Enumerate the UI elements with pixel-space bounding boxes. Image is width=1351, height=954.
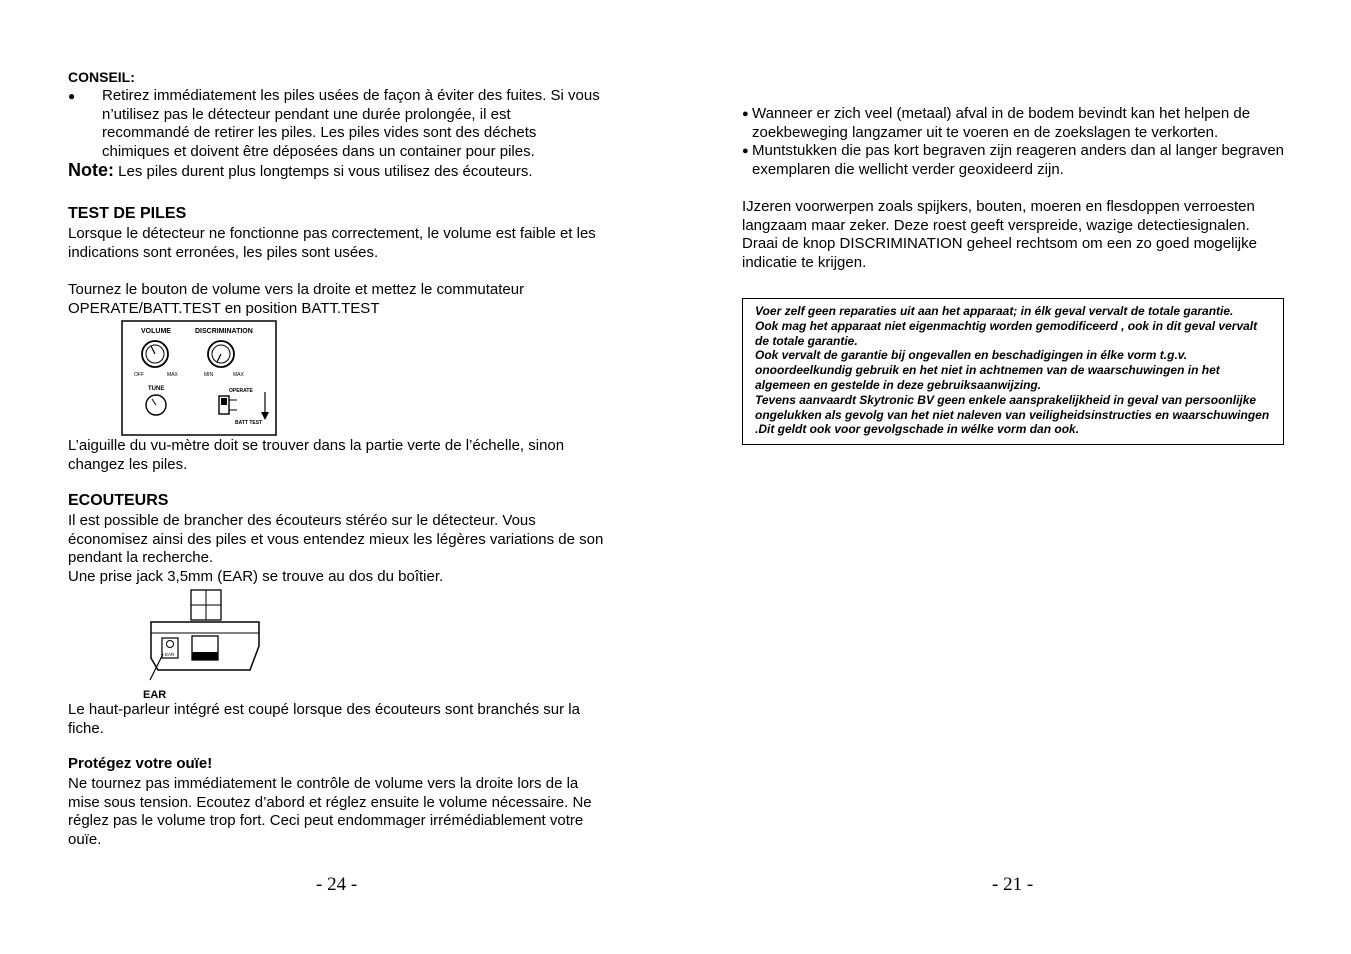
warning-line-1: Voer zelf geen reparaties uit aan het apparaat; in élk geval vervalt de totale garantie. [755,304,1234,318]
bullet-icon: ● [742,145,749,157]
jack-label: EAR [165,652,175,657]
page-number-right: - 21 - [992,874,1034,895]
min-label: MIN [204,372,214,378]
test-piles-para3: L’aiguille du vu-mètre doit se trouver dans la partie verte de l’échelle, sinon changez les piles. [68,437,565,473]
discrimination-knob-icon [208,341,234,367]
test-piles-para1: Lorsque le détecteur ne fonctionne pas correctement, le volume est faible et les indications sont erronées, les piles sont usées. [68,225,596,261]
note [68,161,608,182]
arrow-down-icon [261,392,269,420]
ear-jack-figure [140,588,268,702]
off-label: OFF [134,372,144,378]
bullet-icon: ● [68,89,76,103]
list-item [742,105,1287,142]
ecouteurs-para2: Une prise jack 3,5mm (EAR) se trouve au dos du boîtier. [68,568,444,585]
conseil-bullet-text: Retirez immédiatement les piles usées de façon à éviter des fuites. Si vous n’utilisez pas le détecteur pendant une durée prolongée, il est recommandé de retirer les piles. Les piles vides sont des déchets chimiques et doivent être déposées dans un container pour piles. [102,87,600,160]
operate-label: OPERATE [229,388,253,394]
nl-bullet-text-1: Wanneer er zich veel (metaal) afval in de bodem bevindt kan het helpen de zoekbeweging langzamer uit te voeren en de zoekslagen te verkorten. [752,105,1251,141]
warning-line-4: Tevens aanvaardt Skytronic BV geen enkele aansprakelijkheid in geval van persoonlijke ongelukken als gevolg van het niet naleven van veiligheidsinstructies en waarschuwingen .Dit geldt ook voor gevolgschade in wélke vorm dan ook. [755,392,1270,437]
warning-line-2: Ook mag het apparaat niet eigenmachtig worden gemodificeerd , ook in dit geval vervalt de totale garantie. [755,318,1258,348]
ear-caption: EAR [143,689,167,701]
tune-knob-icon [146,395,166,415]
protegez-heading: Protégez votre ouïe! [68,755,213,772]
ecouteurs-para3: Le haut-parleur intégré est coupé lorsque des écouteurs sont branchés sur la fiche. [68,701,580,737]
tune-label: TUNE [148,386,165,392]
ecouteurs-heading: ECOUTEURS [68,492,169,509]
warranty-warning-box [742,298,1284,445]
volume-label: VOLUME [141,328,171,335]
warning-line-3: Ook vervalt de garantie bij ongevallen en beschadigingen in élke vorm t.g.v. onoordeelkundig gebruik en het niet in achtnemen van de waarschuwingen in het algemeen en gestelde in deze gebruiksaanwijzing. [755,348,1220,392]
discrimination-label: DISCRIMINATION [195,328,253,335]
nl-bullet-text-2: Muntstukken die pas kort begraven zijn reageren anders dan al langer begraven exemplaren die wellicht verder geoxideerd zijn. [752,142,1285,178]
right-page [675,0,1351,954]
left-page [0,0,675,954]
volume-knob-icon [142,341,168,367]
max2-label: MAX [233,372,244,378]
note-text: Les piles durent plus longtemps si vous utilisez des écouteurs. [118,163,533,180]
note-label: Note: [68,160,114,180]
nl-bullet-list [742,105,1287,179]
batt-test-label: BATT TEST [235,420,263,426]
nl-paragraph: IJzeren voorwerpen zoals spijkers, bouten, moeren en flesdoppen verroesten langzaam maar zeker. Deze roest geeft verspreide, wazige detectiesignalen. Draai de knop DISCRIMINATION geheel rechtsom om een zo goed mogelijke indicatie te krijgen. [742,198,1257,271]
switch-icon [219,396,237,414]
conseil-heading: CONSEIL: [68,69,135,85]
control-panel-figure [121,320,279,438]
device-body-icon [151,590,259,670]
test-piles-heading: TEST DE PILES [68,205,187,222]
test-piles-para2: Tournez le bouton de volume vers la droite et mettez le commutateur OPERATE/BATT.TEST en position BATT.TEST [68,281,525,317]
bullet-icon: ● [742,108,749,120]
conseil-bullet [68,87,600,161]
ecouteurs-para1: Il est possible de brancher des écouteurs stéréo sur le détecteur. Vous économisez ainsi des piles et vous entendez mieux les légères variations de son pendant la recherche. [68,512,604,566]
list-item [742,142,1287,179]
protegez-para: Ne tournez pas immédiatement le contrôle de volume vers la droite lors de la mise sous tension. Ecoutez d’abord et réglez ensuite le volume nécessaire. Ne réglez pas le volume trop fort. Ceci peut endommager irrémédiablement votre ouïe. [68,775,592,848]
max-label: MAX [167,372,178,378]
page-number-left: - 24 - [316,874,358,895]
